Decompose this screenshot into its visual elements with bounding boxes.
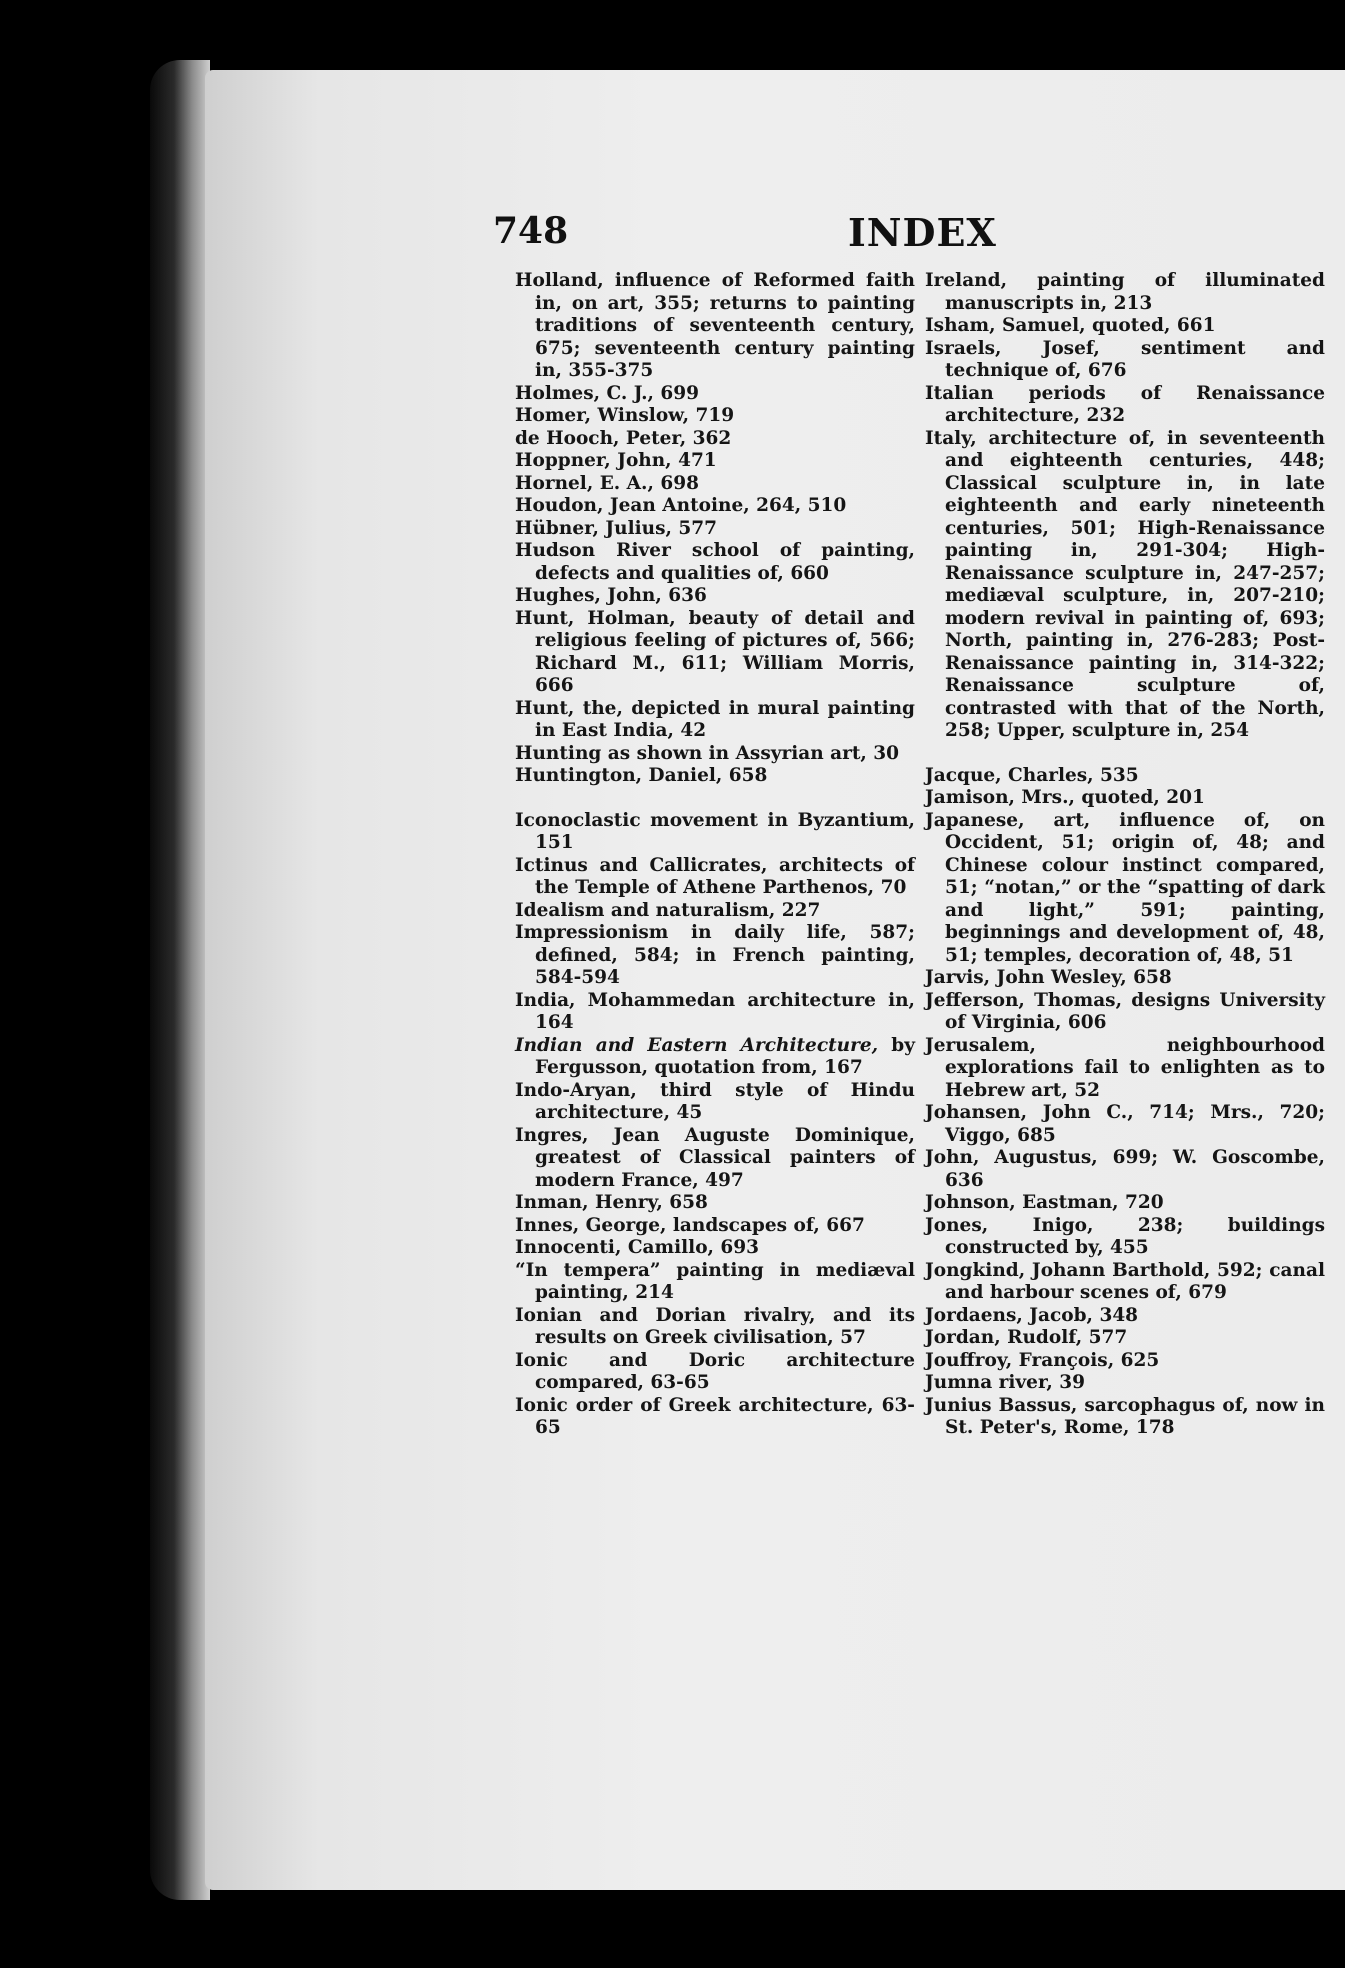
index-entry <box>515 383 915 406</box>
index-entry-text: Homer, Winslow, 719 <box>515 405 735 426</box>
index-entry-text: Idealism and naturalism, 227 <box>515 899 821 921</box>
index-entry-text: Hughes, John, 636 <box>515 585 707 606</box>
index-entry-text: Hunting as shown in Assyrian art, 30 <box>515 742 900 764</box>
index-entry <box>515 405 915 428</box>
index-entry <box>925 1102 1325 1147</box>
index-entry-text: “In tempera” painting in mediæval painting, 214 <box>515 1259 915 1303</box>
index-entry-text: by Fergusson, quotation from, 167 <box>535 1034 915 1078</box>
index-entry-text: Jerusalem, neighbourhood explorations fail to enlighten as to Hebrew art, 52 <box>925 1034 1325 1101</box>
index-entry-text: Japanese, art, influence of, on Occident, 51; origin of, 48; and Chinese colour instinct compared, 51; “notan,” or the “spatting of dark and light,” 591; painting, beginnings and development of, 48, 51; temples, decoration of, 48, 51 <box>925 809 1325 966</box>
index-entry-text: Impressionism in daily life, 587; defined, 584; in French painting, 584-594 <box>515 922 915 988</box>
index-entry <box>925 270 1325 315</box>
index-entry-text: Ictinus and Callicrates, architects of the Temple of Athene Parthenos, 70 <box>515 854 915 898</box>
index-entry-text: Hudson River school of painting, defects and qualities of, 660 <box>515 540 915 584</box>
index-entry <box>515 1035 915 1080</box>
index-entry <box>515 698 915 743</box>
index-entry-text: Huntington, Daniel, 658 <box>515 765 768 786</box>
index-entry-text: Innocenti, Camillo, 693 <box>515 1237 760 1258</box>
index-entry <box>515 900 915 923</box>
index-entry <box>515 450 915 473</box>
index-entry-text: Jouffroy, François, 625 <box>925 1349 1160 1371</box>
book-title-italic: Indian and Eastern Architecture, <box>515 1034 879 1056</box>
index-entry <box>515 495 915 518</box>
index-entry-text: Jordan, Rudolf, 577 <box>925 1327 1128 1348</box>
index-entry <box>515 765 915 788</box>
index-entry <box>515 743 915 766</box>
index-entry <box>515 922 915 990</box>
index-entry-text: Hunt, the, depicted in mural painting in East India, 42 <box>515 697 915 741</box>
index-entry-text: Jarvis, John Wesley, 658 <box>925 967 1172 988</box>
index-entry-text: Jones, Inigo, 238; buildings constructed by, 455 <box>925 1214 1325 1258</box>
index-entry-text: Hornel, E. A., 698 <box>515 472 699 494</box>
index-entry <box>515 990 915 1035</box>
index-entry-text: Iconoclastic movement in Byzantium, 151 <box>515 809 915 853</box>
section-gap <box>925 743 1325 765</box>
index-entry <box>925 1260 1325 1305</box>
index-entry-text: Hübner, Julius, 577 <box>515 517 717 539</box>
index-column-left <box>515 270 915 1440</box>
running-head <box>0 200 1345 260</box>
index-entry <box>515 1395 915 1440</box>
index-entry <box>925 1215 1325 1260</box>
index-entry <box>925 1327 1325 1350</box>
index-entry-text: Israels, Josef, sentiment and technique of, 676 <box>925 337 1325 381</box>
index-entry <box>515 1350 915 1395</box>
index-entry <box>925 1147 1325 1192</box>
index-entry-text: Jamison, Mrs., quoted, 201 <box>925 787 1205 808</box>
index-entry <box>925 428 1325 743</box>
index-entry <box>515 428 915 451</box>
index-entry-text: Jordaens, Jacob, 348 <box>925 1304 1139 1326</box>
index-entry <box>515 1192 915 1215</box>
index-entry <box>515 1237 915 1260</box>
index-entry-text: Houdon, Jean Antoine, 264, 510 <box>515 495 847 516</box>
index-entry <box>925 383 1325 428</box>
index-entry <box>515 1125 915 1193</box>
index-entry <box>515 1305 915 1350</box>
index-entry <box>925 1192 1325 1215</box>
index-entry-text: Ionic and Doric architecture compared, 63-65 <box>515 1349 915 1393</box>
index-entry <box>925 1035 1325 1103</box>
index-entry-text: Indo-Aryan, third style of Hindu architecture, 45 <box>515 1079 915 1123</box>
index-entry <box>515 1215 915 1238</box>
index-entry-text: Johnson, Eastman, 720 <box>925 1192 1164 1213</box>
index-entry <box>925 967 1325 990</box>
index-entry-text: Junius Bassus, sarcophagus of, now in St. Peter's, Rome, 178 <box>925 1394 1325 1438</box>
index-entry <box>925 1350 1325 1373</box>
index-entry <box>515 270 915 383</box>
index-entry-text: Jongkind, Johann Barthold, 592; canal and harbour scenes of, 679 <box>925 1259 1325 1303</box>
section-gap <box>515 788 915 810</box>
index-entry <box>925 315 1325 338</box>
index-entry-text: Innes, George, landscapes of, 667 <box>515 1214 865 1236</box>
index-entry-text: John, Augustus, 699; W. Goscombe, 636 <box>925 1147 1325 1191</box>
index-entry-text: Italian periods of Renaissance architecture, 232 <box>925 382 1325 426</box>
book-page-edge <box>150 60 210 1900</box>
index-entry-text: Jacque, Charles, 535 <box>925 764 1139 786</box>
index-entry <box>925 1372 1325 1395</box>
index-entry <box>515 855 915 900</box>
index-entry <box>925 990 1325 1035</box>
index-entry <box>515 473 915 496</box>
page-title: INDEX <box>848 210 997 255</box>
index-entry-text: Hoppner, John, 471 <box>515 450 717 471</box>
index-entry-text: Ionian and Dorian rivalry, and its results on Greek civilisation, 57 <box>515 1304 915 1348</box>
index-entry <box>515 585 915 608</box>
index-entry <box>515 518 915 541</box>
index-entry-text: Isham, Samuel, quoted, 661 <box>925 315 1216 336</box>
index-entry-text: Ireland, painting of illuminated manuscripts in, 213 <box>925 270 1325 314</box>
index-entry-text: Holmes, C. J., 699 <box>515 382 700 404</box>
index-entry <box>925 338 1325 383</box>
index-entry <box>515 1080 915 1125</box>
index-entry <box>515 608 915 698</box>
index-entry-text: de Hooch, Peter, 362 <box>515 427 732 449</box>
index-entry <box>515 810 915 855</box>
index-entry-text: Holland, influence of Reformed faith in, on art, 355; returns to painting traditions of seventeenth century, 675; seventeenth century painting in, 355-375 <box>515 270 915 381</box>
index-entry-text: Ionic order of Greek architecture, 63-65 <box>515 1394 915 1438</box>
index-entry-text: Hunt, Holman, beauty of detail and religious feeling of pictures of, 566; Richard M., 611; William Morris, 666 <box>515 607 915 696</box>
index-entry-text: Ingres, Jean Auguste Dominique, greatest of Classical painters of modern France, 497 <box>515 1124 915 1191</box>
index-entry <box>515 540 915 585</box>
index-entry-text: Italy, architecture of, in seventeenth and eighteenth centuries, 448; Classical sculpture in, in late eighteenth and early nineteenth centuries, 501; High-Renaissance painting in, 291-304; High-Renaissance sculpture in, 247-257; mediæval sculpture, in, 207-210; modern revival in painting of, 693; North, painting in, 276-283; Post-Renaissance painting in, 314-322; Renaissance sculpture of, contrasted with that of the North, 258; Upper, sculpture in, 254 <box>925 427 1325 741</box>
index-entry-text: Jumna river, 39 <box>925 1372 1085 1393</box>
index-entry <box>925 765 1325 788</box>
index-entry-text: India, Mohammedan architecture in, 164 <box>515 989 915 1033</box>
index-entry <box>925 1305 1325 1328</box>
index-column-right <box>925 270 1325 1440</box>
index-entry-text: Inman, Henry, 658 <box>515 1192 708 1213</box>
index-entry <box>925 810 1325 968</box>
page-number: 748 <box>493 210 569 252</box>
index-entry <box>925 1395 1325 1440</box>
index-entry <box>925 787 1325 810</box>
index-entry <box>515 1260 915 1305</box>
index-entry-text: Jefferson, Thomas, designs University of Virginia, 606 <box>925 989 1325 1033</box>
index-entry-text: Johansen, John C., 714; Mrs., 720; Viggo, 685 <box>925 1102 1325 1146</box>
